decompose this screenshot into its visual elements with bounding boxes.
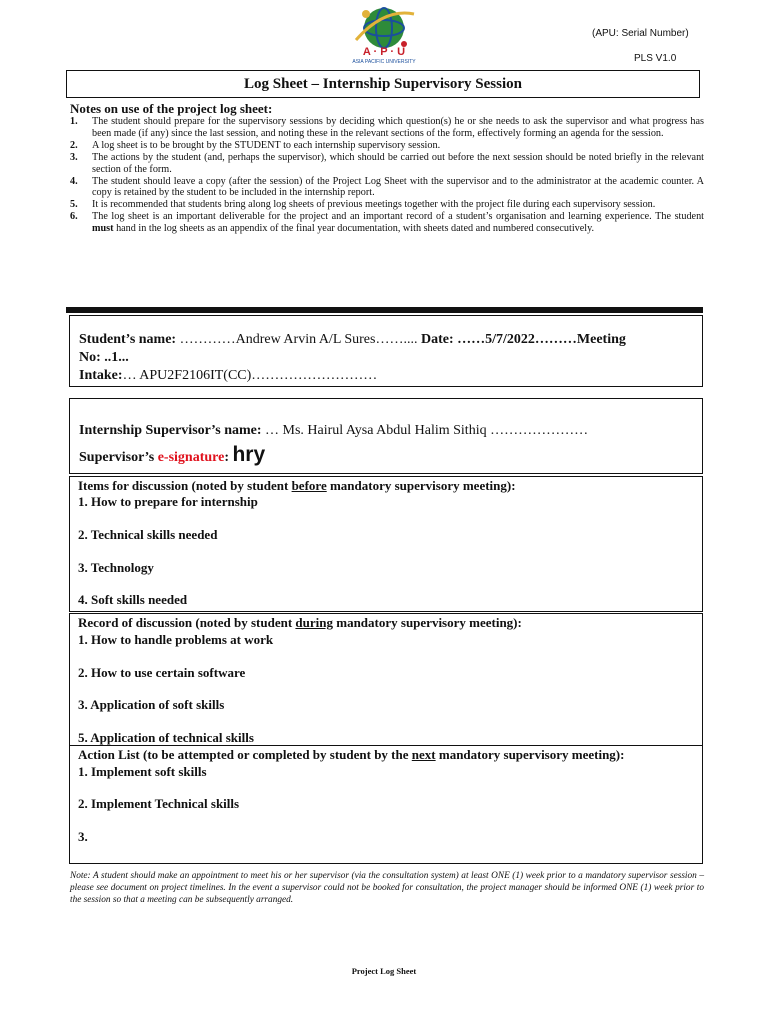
logo-subtext: ASIA PACIFIC UNIVERSITY [352,59,416,65]
note-number: 5. [70,199,78,211]
note-number: 6. [70,211,78,223]
student-name-label: Student’s name: [79,332,177,347]
logo-text: A · P · U [362,46,406,58]
signature-colon: : [224,450,229,465]
note-text: The student should prepare for the supervisory sessions by deciding which question(s) he or she needs to ask the supervisor and what progress has been made (if any) since the last session, and noting these in the relevant sections of the form, effectively forming an agenda for the session. [92,116,704,139]
footer-note: Note: A student should make an appointment to meet his or her supervisor (via the consultation system) at least ONE (1) week prior to a mandatory supervisor session – please see document on project timelines. In the event a supervisor could not be booked for consultation, the project manager should be informed ONE (1) week prior to the session so that a meeting can be subsequently arranged. [70,871,704,906]
meeting-label: Meeting [576,332,626,347]
items-for-discussion-box [69,476,703,612]
record-item[interactable]: 3. Application of soft skills [78,697,225,712]
heading-text: Record of discussion (noted by student [78,615,296,630]
signature-line [79,443,265,467]
heading-text: mandatory supervisory meeting): [333,615,522,630]
note-text: The student should leave a copy (after the session) of the Project Log Sheet with the supervisor and to the administrator at the academic counter. A copy is retained by the student to be included in the internship report. [92,175,704,199]
note-text: The actions by the student (and, perhaps the supervisor), which should be carried out before the next session should be noted briefly in the relevant section of the form. [92,151,704,175]
discussion-item[interactable]: 3. Technology [78,560,154,575]
heading-underlined: during [295,615,333,630]
supervisor-line [79,423,588,439]
record-item[interactable]: 5. Application of technical skills [78,730,254,745]
heading-text: Items for discussion (noted by student [78,478,292,493]
note-text-part: hand in the log sheets as an appendix of the final year documentation, with sheets dated and numbered consecutively. [113,223,595,235]
signature-value[interactable]: hry [232,443,266,466]
discussion-item[interactable]: 4. Soft skills needed [78,592,188,607]
heading-text: mandatory supervisory meeting): [326,478,516,493]
note-number: 1. [70,116,78,127]
date-label: Date: [420,332,454,347]
note-item [70,152,704,176]
note-number: 4. [70,175,78,187]
notes-list [70,116,704,235]
e-signature-label: e-signature [157,450,225,465]
serial-number-label: (APU: Serial Number) [592,28,689,39]
note-item [70,211,704,235]
record-item[interactable]: 1. How to handle problems at work [78,632,274,647]
student-details-box [69,315,703,387]
intake-label: Intake: [79,368,123,383]
note-item [70,176,704,200]
note-item [70,140,704,152]
meeting-number[interactable]: No: ..1... [79,350,129,365]
supervisor-name-label: Internship Supervisor’s name: [79,423,262,438]
note-number: 3. [70,151,78,163]
note-emphasis: must [92,223,114,235]
note-item [70,116,704,140]
note-text: A log sheet is to be brought by the STUDENT to each internship supervisory session. [92,139,441,151]
note-text-part: The log sheet is an important deliverable for the project and an important record of a student’s organisation and learning experience. The student [92,211,704,223]
action-item[interactable]: 2. Implement Technical skills [78,796,240,811]
heading-text: Action List (to be attempted or completed by student by the [78,747,412,762]
date-value[interactable]: ……5/7/2022……… [457,332,577,347]
section-heading [78,747,624,763]
apu-logo [336,4,432,68]
supervisor-name-value[interactable]: … Ms. Hairul Aysa Abdul Halim Sithiq ………………… [261,423,589,438]
version-label: PLS V1.0 [634,53,677,64]
page-title: Log Sheet – Internship Supervisory Session [66,70,700,98]
heading-underlined: next [411,747,436,762]
action-item[interactable]: 3. [78,829,88,844]
heading-underlined: before [291,478,327,493]
signature-label: Supervisor’s [79,450,158,465]
discussion-item[interactable]: 2. Technical skills needed [78,527,218,542]
supervisor-details-box [69,398,703,474]
note-number: 2. [70,139,78,151]
heading-text: mandatory supervisory meeting): [435,747,625,762]
action-item[interactable]: 1. Implement soft skills [78,764,207,779]
note-text: It is recommended that students bring along log sheets of previous meetings together with the project file during each supervisory session. [92,199,656,211]
intake-line [79,368,377,384]
section-heading [78,615,522,631]
intake-value[interactable]: … APU2F2106IT(CC)……………………… [122,368,378,383]
section-heading [78,478,516,494]
notes-heading: Notes on use of the project log sheet: [70,101,273,116]
record-of-discussion-box [69,613,703,746]
note-item [70,199,704,211]
action-list-box [69,745,703,864]
section-divider [66,307,703,313]
note-text [92,211,704,235]
student-line [79,332,626,348]
discussion-item[interactable]: 1. How to prepare for internship [78,494,258,509]
page-footer: Project Log Sheet [351,966,417,976]
student-name-value[interactable]: …………Andrew Arvin A/L Sures…….... [176,332,418,347]
record-item[interactable]: 2. How to use certain software [78,665,246,680]
